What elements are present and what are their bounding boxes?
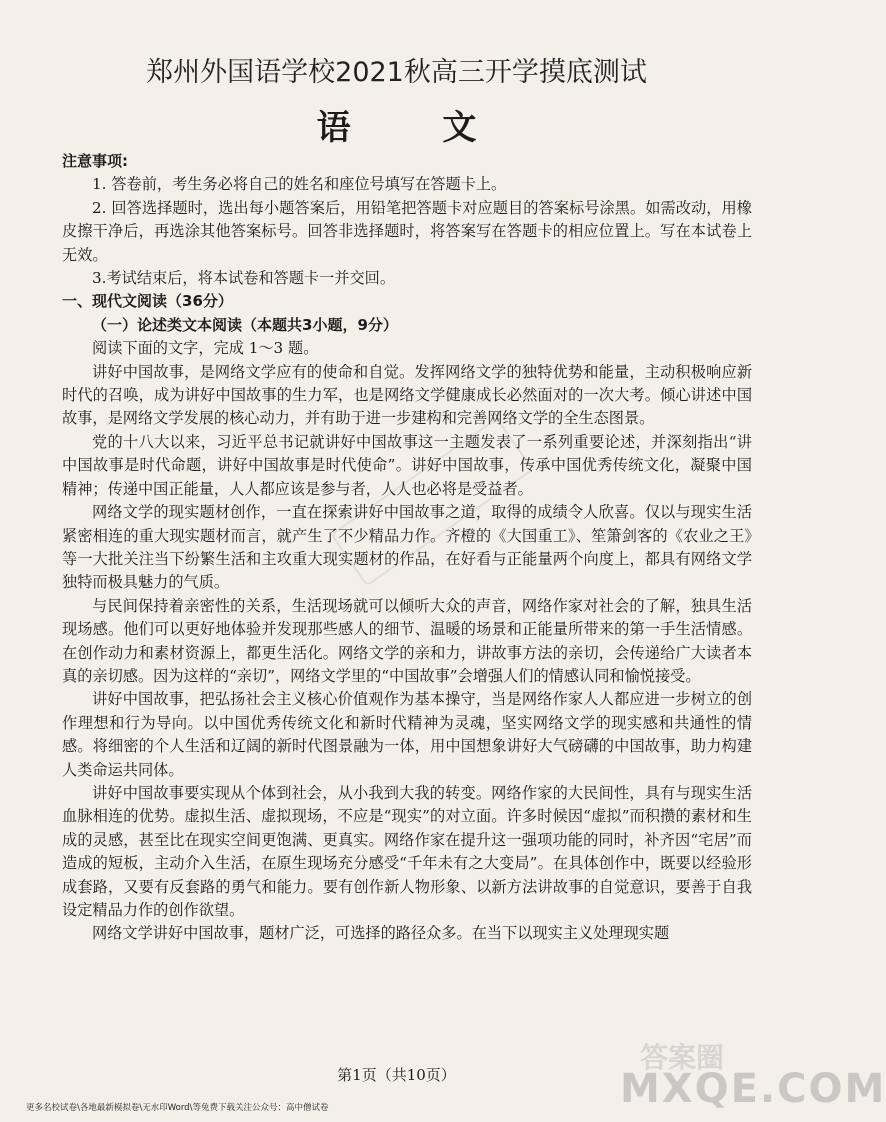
passage-paragraph: 与民间保持着亲密性的关系，生活现场就可以倾听大众的声音，网络作家对社会的了解，独具生活现场感。他们可以更好地体验并发现那些感人的细节、温暖的场景和正能量所带来的第一手生活情感。在创作动力和素材资源上，都更生活化。网络文学的亲和力，讲故事方法的亲切，会传递给广大读者本真的亲切感。因为这样的“亲切”，网络文学里的“中国故事”会增强人们的情感认同和愉悦接受。 (62, 596, 752, 685)
sub-section-heading: （一）论述类文本阅读（本题共3小题，9分） (92, 315, 398, 334)
watermark-logo-text: 答案圈 (640, 1041, 725, 1074)
subject-title: 语 文 (316, 108, 517, 148)
footer-note: 更多名校试卷\各地最新模拟卷\无水印Word\等免费下载关注公众号：高中僧试卷 (26, 1103, 329, 1113)
page-number: 第1页（共10页） (337, 1066, 456, 1084)
exam-body (62, 150, 752, 946)
passage-paragraph: 网络文学讲好中国故事，题材广泛，可选择的路径众多。在当下以现实主义处理现实题 (92, 924, 670, 943)
passage-paragraph: 网络文学的现实题材创作，一直在探索讲好中国故事之道，取得的成绩令人欣喜。仅以与现实生活紧密相连的重大现实题材而言，就产生了不少精品力作。齐橙的《大国重工》、笙箫剑客的《农业之王》等一大批关注当下纷繁生活和主攻重大现实题材的作品，在好看与正能量两个向度上，都具有网络文学独特而极具魅力的气质。 (62, 503, 752, 592)
notice-item: 3.考试结束后，将本试卷和答题卡一并交回。 (92, 269, 396, 288)
watermark-site: MXQE.COM (620, 1066, 886, 1112)
passage-paragraph: 讲好中国故事，把弘扬社会主义核心价值观作为基本操守，当是网络作家人人都应进一步树立的创作理想和行为导向。以中国优秀传统文化和新时代精神为灵魂，坚实网络文学的现实感和共通性的情感。将细密的个人生活和辽阔的新时代图景融为一体，用中国想象讲好大气磅礴的中国故事，助力构建人类命运共同体。 (62, 690, 752, 779)
section-heading: 一、现代文阅读（36分） (62, 292, 233, 311)
passage-paragraph: 党的十八大以来，习近平总书记就讲好中国故事这一主题发表了一系列重要论述，并深刻指出“讲中国故事是时代命题，讲好中国故事是时代使命”。讲好中国故事，传承中国优秀传统文化，凝聚中国精神；传递中国正能量，人人都应该是参与者，人人也必将是受益者。 (62, 432, 752, 498)
reading-instruction: 阅读下面的文字，完成 1～3 题。 (92, 339, 319, 358)
notice-item: 1. 答卷前，考生务必将自己的姓名和座位号填写在答题卡上。 (92, 175, 507, 194)
passage-paragraph: 讲好中国故事，是网络文学应有的使命和自觉。发挥网络文学的独特优势和能量，主动积极响应新时代的召唤，成为讲好中国故事的生力军，也是网络文学健康成长必然面对的一次大考。倾心讲述中国故事，是网络文学发展的核心动力，并有助于进一步建构和完善网络文学的全生态图景。 (62, 362, 752, 428)
school-title: 郑州外国语学校2021秋高三开学摸底测试 (146, 57, 647, 88)
notice-heading: 注意事项: (62, 152, 128, 170)
passage-paragraph: 讲好中国故事要实现从个体到社会，从小我到大我的转变。网络作家的大民间性，具有与现实生活血脉相连的优势。虚拟生活、虚拟现场，不应是“现实”的对立面。许多时候因“虚拟”而积攒的素材和生成的灵感，甚至比在现实空间更饱满、更真实。网络作家在提升这一强项功能的同时，补齐因“宅居”而造成的短板，主动介入生活，在原生现场充分感受“千年未有之大变局”。在具体创作中，既要以经验形成套路，又要有反套路的勇气和能力。要有创作新人物形象、以新方法讲故事的自觉意识，要善于自我设定精品力作的创作欲望。 (62, 783, 752, 919)
notice-item: 2. 回答选择题时，选出每小题答案后，用铅笔把答题卡对应题目的答案标号涂黑。如需改动，用橡皮擦干净后，再选涂其他答案标号。回答非选择题时，将答案写在答题卡的相应位置上。写在本试卷上无效。 (62, 198, 752, 264)
